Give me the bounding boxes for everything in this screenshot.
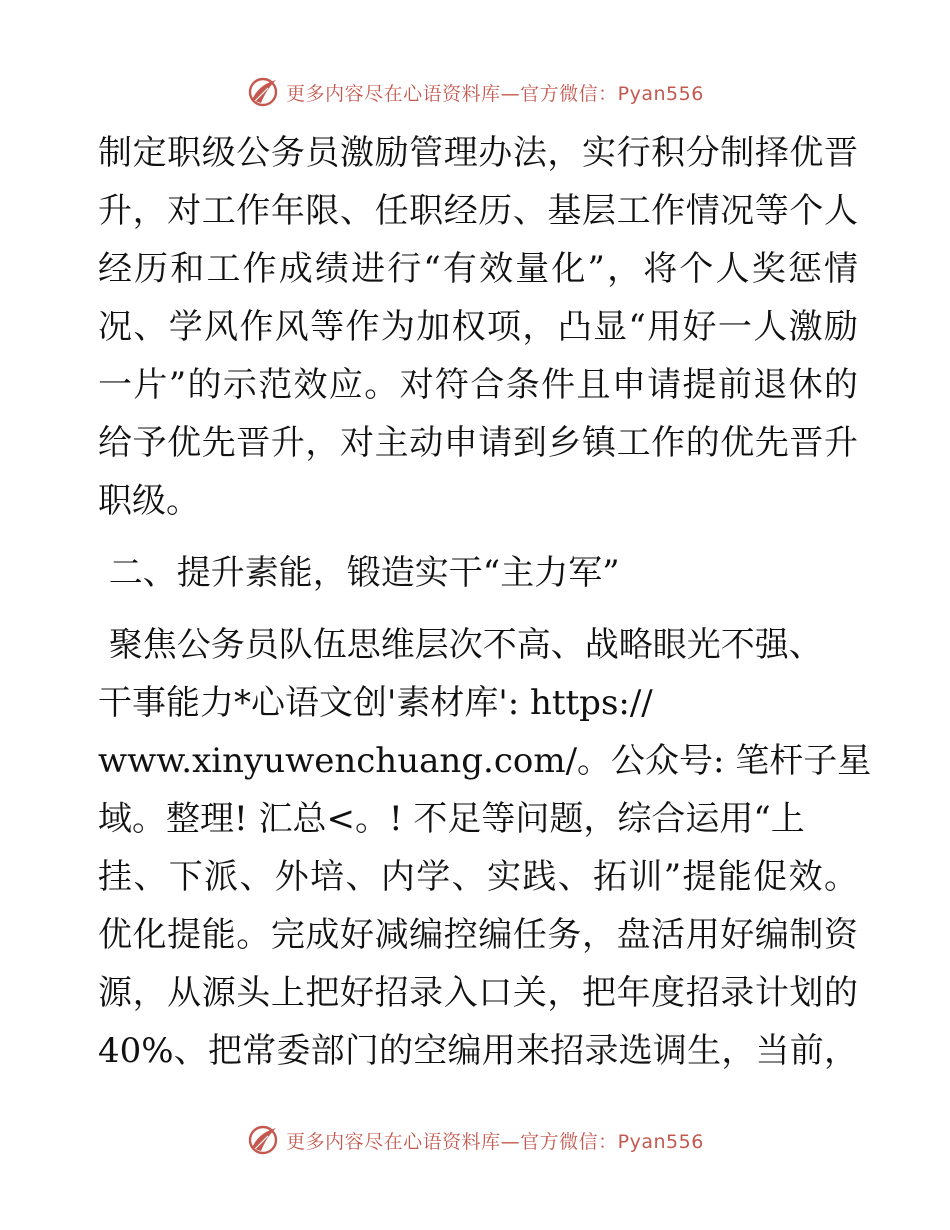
- body-line: 况、学风作风等作为加权项，凸显“用好一人激励: [98, 307, 858, 347]
- section-heading: 二、提升素能，锻造实干“主力军”: [98, 553, 620, 593]
- body-line: 经历和工作成绩进行“有效量化”，将个人奖惩情: [98, 249, 858, 289]
- header-banner-text: 更多内容尽在心语资料库—官方微信：Pyan556: [286, 82, 704, 105]
- body-line: 一片”的示范效应。对符合条件且申请提前退休的: [98, 365, 858, 405]
- footer-banner-text: 更多内容尽在心语资料库—官方微信：Pyan556: [286, 1130, 704, 1153]
- body-line: 优化提能。完成好减编控编任务，盘活用好编制资: [98, 915, 858, 955]
- body-line: 聚焦公务员队伍思维层次不高、战略眼光不强、: [98, 625, 823, 665]
- body-line: 升，对工作年限、任职经历、基层工作情况等个人: [98, 191, 858, 231]
- body-line: 挂、下派、外培、内学、实践、拓训”提能促效。: [98, 857, 858, 897]
- body-line: 域。整理! 汇总<。! 不足等问题，综合运用“上: [98, 799, 805, 839]
- body-line: 给予优先晋升，对主动申请到乡镇工作的优先晋升: [98, 423, 858, 463]
- body-line: 制定职级公务员激励管理办法，实行积分制择优晋: [98, 133, 858, 173]
- body-line: 40%、把常委部门的空编用来招录选调生，当前，: [98, 1031, 858, 1071]
- document-body: [98, 124, 872, 1080]
- footer-banner: [0, 1120, 950, 1160]
- body-line: 源，从源头上把好招录入口关，把年度招录计划的: [98, 973, 858, 1013]
- body-line: 干事能力*心语文创'素材库': https://: [98, 683, 653, 723]
- brand-logo-icon: [246, 75, 280, 109]
- body-line: 职级。: [98, 481, 200, 521]
- body-line: www.xinyuwenchuang.com/。公众号: 笔杆子星: [98, 741, 872, 781]
- brand-logo-icon: [246, 1123, 280, 1157]
- header-banner: [0, 72, 950, 112]
